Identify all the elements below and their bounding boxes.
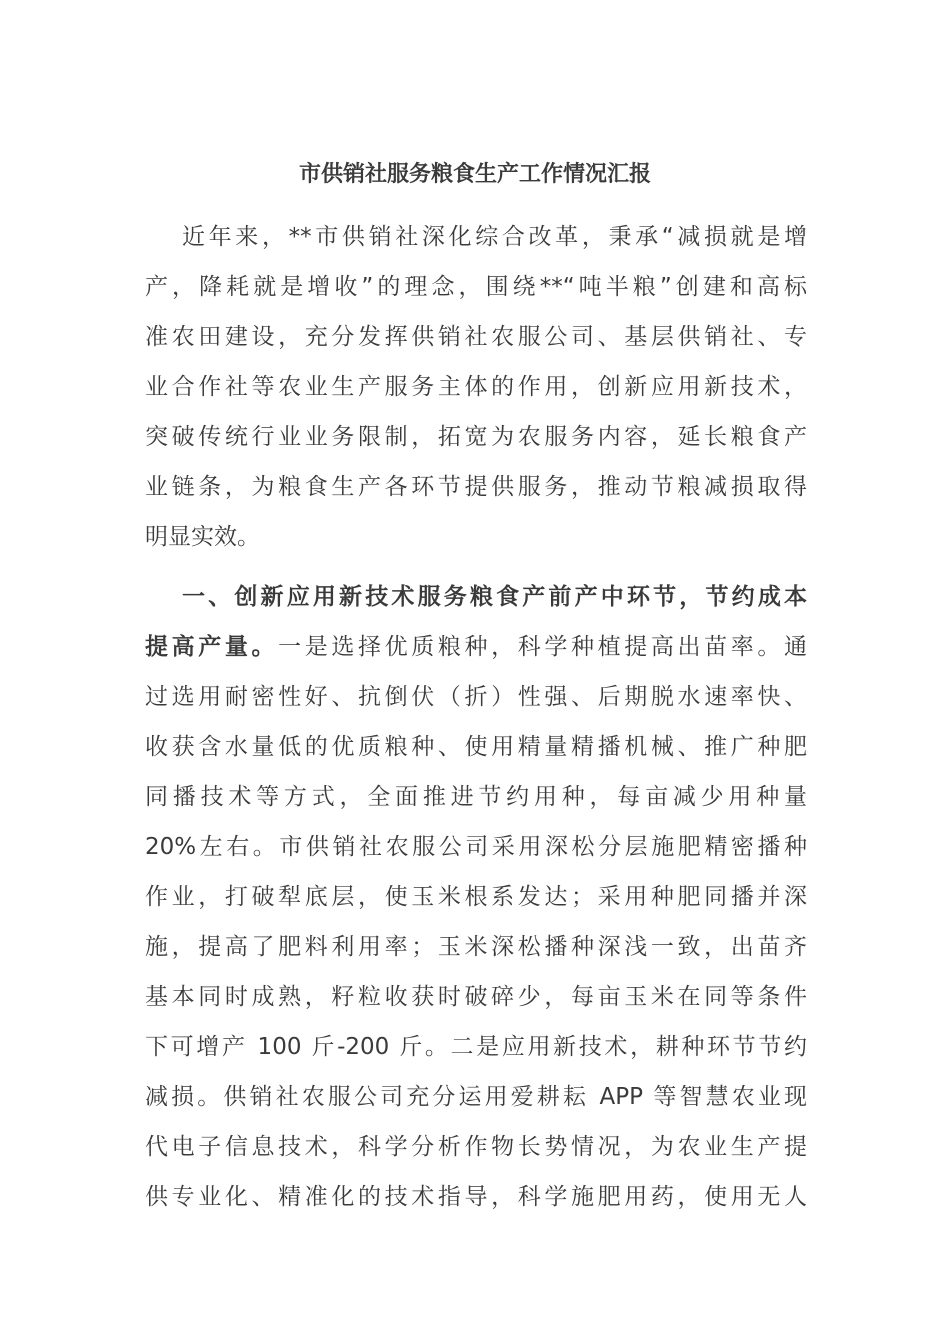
paragraph2-line-8: 基本同时成熟，籽粒收获时破碎少，每亩玉米在同等条件 (145, 984, 807, 1010)
paragraph2-line-1-text: 一是选择优质粮种，科学种植提高出苗率。通 (278, 634, 807, 660)
paragraph1-line-1: 近年来，**市供销社深化综合改革，秉承“减损就是增 (182, 224, 807, 250)
paragraph2-line-9: 下可增产 100 斤-200 斤。二是应用新技术，耕种环节节约 (145, 1034, 807, 1060)
paragraph2-line-5: 20%左右。市供销社农服公司采用深松分层施肥精密播种 (145, 834, 807, 860)
paragraph2-line-4: 同播技术等方式，全面推进节约用种，每亩减少用种量 (145, 784, 807, 810)
paragraph1-line-5: 突破传统行业业务限制，拓宽为农服务内容，延长粮食产 (145, 424, 807, 450)
paragraph2-line-3: 收获含水量低的优质粮种、使用精量精播机械、推广种肥 (145, 734, 807, 760)
paragraph2-line-12: 供专业化、精准化的技术指导，科学施肥用药，使用无人 (145, 1184, 807, 1210)
section-heading-line-2: 提高产量。 (145, 634, 279, 660)
paragraph1-line-7: 明显实效。 (145, 524, 260, 550)
paragraph1-line-6: 业链条，为粮食生产各环节提供服务，推动节粮减损取得 (145, 474, 807, 500)
paragraph1-line-4: 业合作社等农业生产服务主体的作用，创新应用新技术， (145, 374, 807, 400)
paragraph1-line-3: 准农田建设，充分发挥供销社农服公司、基层供销社、专 (145, 324, 807, 350)
paragraph2-line-1 (145, 622, 807, 672)
section-heading-line-1: 一、创新应用新技术服务粮食产前产中环节，节约成本 (182, 584, 807, 610)
paragraph2-line-6: 作业，打破犁底层，使玉米根系发达；采用种肥同播并深 (145, 884, 807, 910)
paragraph1-line-2: 产，降耗就是增收”的理念，围绕**“吨半粮”创建和高标 (145, 274, 807, 300)
paragraph2-line-2: 过选用耐密性好、抗倒伏（折）性强、后期脱水速率快、 (145, 684, 807, 710)
paragraph2-line-11: 代电子信息技术，科学分析作物长势情况，为农业生产提 (145, 1134, 807, 1160)
paragraph2-line-10: 减损。供销社农服公司充分运用爱耕耘 APP 等智慧农业现 (145, 1084, 807, 1110)
document-title: 市供销社服务粮食生产工作情况汇报 (298, 162, 651, 187)
paragraph2-line-7: 施，提高了肥料利用率；玉米深松播种深浅一致，出苗齐 (145, 934, 807, 960)
